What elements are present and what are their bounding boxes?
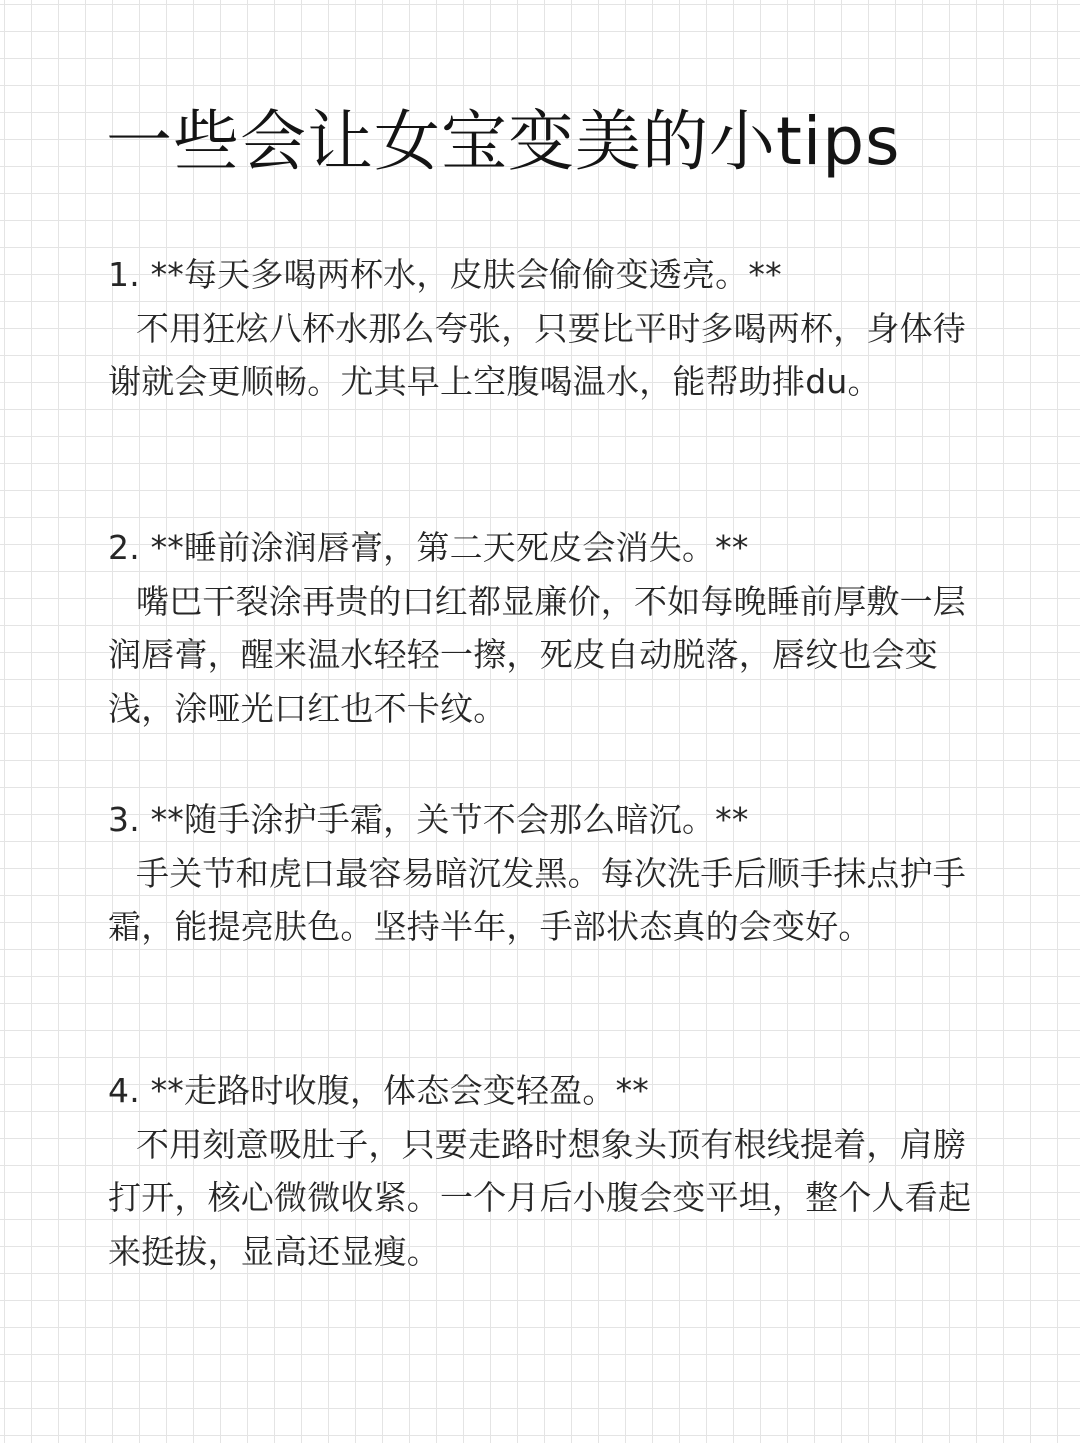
tip-item-4 <box>108 1064 988 1278</box>
tip-body: 不用狂炫八杯水那么夸张，只要比平时多喝两杯，身体待谢就会更顺畅。尤其早上空腹喝温水，能帮助排du。 <box>108 308 966 401</box>
tip-item-2 <box>108 521 988 735</box>
tip-item-3 <box>108 793 988 954</box>
tip-heading: 2. **睡前涂润唇膏，第二天死皮会消失。** <box>108 528 749 567</box>
page-title: 一些会让女宝变美的小tips <box>106 103 901 180</box>
tip-item-1 <box>108 248 988 409</box>
tip-heading: 3. **随手涂护手霜，关节不会那么暗沉。** <box>108 800 749 839</box>
tip-body: 手关节和虎口最容易暗沉发黑。每次洗手后顺手抹点护手霜，能提亮肤色。坚持半年，手部状态真的会变好。 <box>108 853 966 946</box>
tip-body: 嘴巴干裂涂再贵的口红都显廉价，不如每晚睡前厚敷一层润唇膏，醒来温水轻轻一擦，死皮自动脱落，唇纹也会变浅，涂哑光口红也不卡纹。 <box>108 581 966 728</box>
tip-heading: 4. **走路时收腹，体态会变轻盈。** <box>108 1071 649 1110</box>
tip-heading: 1. **每天多喝两杯水，皮肤会偷偷变透亮。** <box>108 255 782 294</box>
tip-body: 不用刻意吸肚子，只要走路时想象头顶有根线提着，肩膀打开，核心微微收紧。一个月后小腹会变平坦，整个人看起来挺拔，显高还显瘦。 <box>108 1124 972 1271</box>
